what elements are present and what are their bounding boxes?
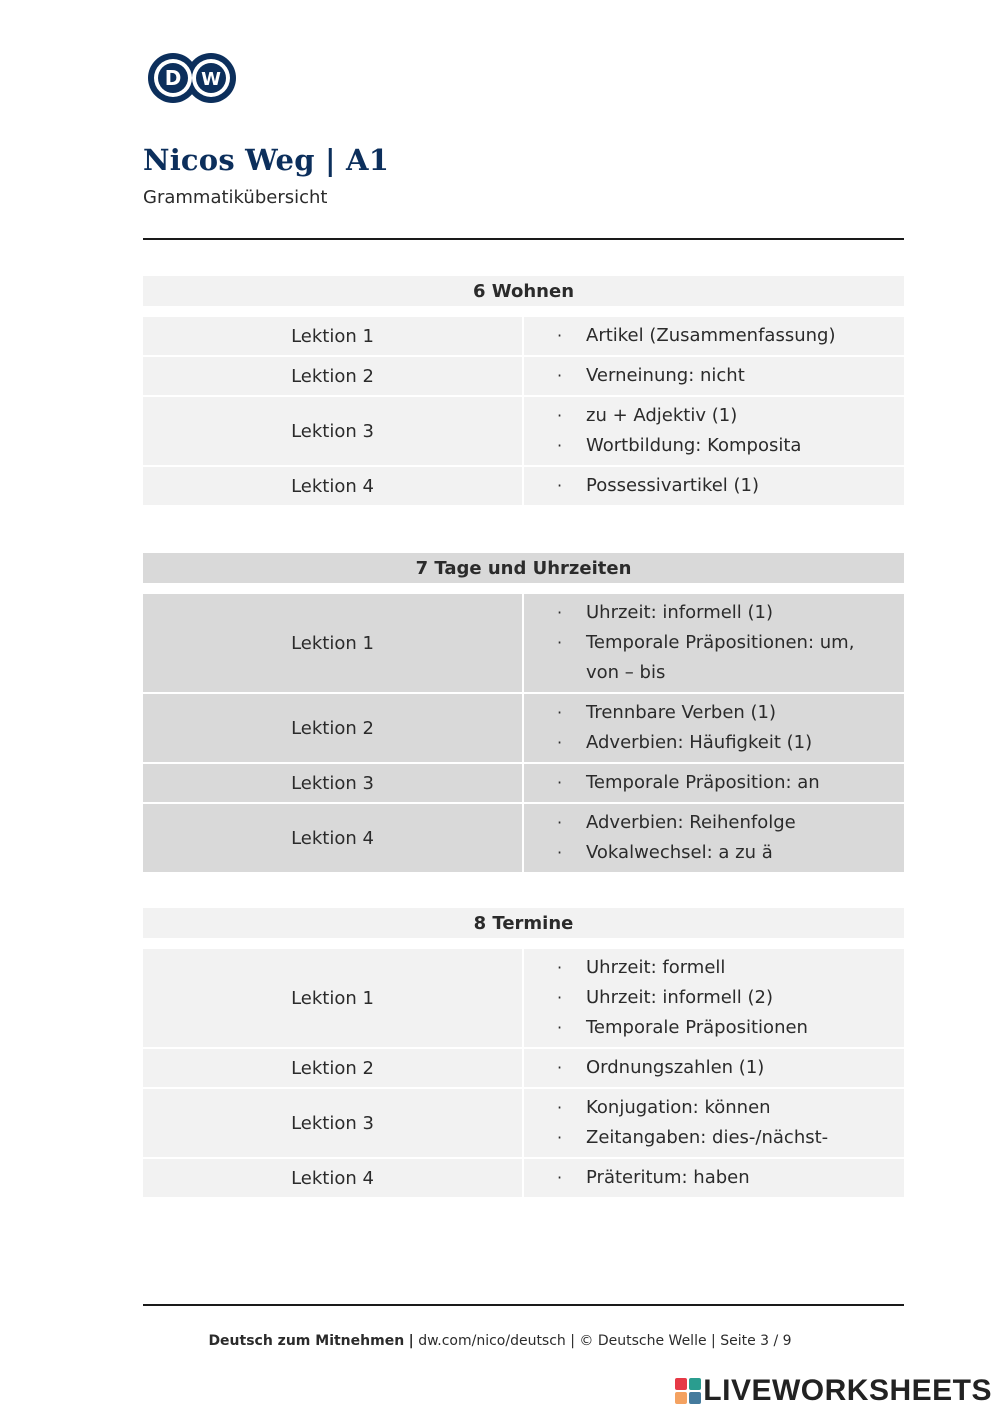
lesson-label: Lektion 3 <box>143 1089 524 1157</box>
lesson-label: Lektion 4 <box>143 804 524 872</box>
lesson-label: Lektion 1 <box>143 317 524 355</box>
grammar-list <box>524 949 904 1047</box>
lesson-label: Lektion 2 <box>143 357 524 395</box>
list-item <box>524 628 904 688</box>
grammar-list <box>524 804 904 872</box>
grammar-topic: zu + Adjektiv (1) <box>586 405 738 426</box>
bullet-icon: · <box>557 406 563 425</box>
list-item <box>524 983 904 1013</box>
lesson-label: Lektion 4 <box>143 467 524 505</box>
list-item <box>524 698 904 728</box>
grammar-list <box>524 764 904 802</box>
list-item <box>524 431 904 461</box>
bullet-icon: · <box>557 476 563 495</box>
bullet-icon: · <box>557 773 563 792</box>
grammar-topic: Ordnungszahlen (1) <box>586 1057 765 1078</box>
table-row <box>143 594 904 694</box>
grammar-list <box>524 397 904 465</box>
list-item <box>524 321 904 351</box>
bullet-icon: · <box>557 813 563 832</box>
bullet-icon: · <box>557 988 563 1007</box>
section-7-tage-und-uhrzeiten <box>143 553 904 872</box>
footer-brand: Deutsch zum Mitnehmen <box>208 1333 405 1349</box>
lesson-label: Lektion 1 <box>143 594 524 692</box>
grammar-topic: Possessivartikel (1) <box>586 475 760 496</box>
liveworksheets-watermark <box>675 1374 992 1408</box>
bullet-icon: · <box>557 1058 563 1077</box>
document-title: Nicos Weg | A1 <box>143 143 390 177</box>
list-item <box>524 728 904 758</box>
section-heading: 7 Tage und Uhrzeiten <box>143 553 904 583</box>
grammar-topic: Artikel (Zusammenfassung) <box>586 325 836 346</box>
table-row <box>143 804 904 872</box>
grammar-list <box>524 357 904 395</box>
table-row <box>143 467 904 505</box>
list-item <box>524 1163 904 1193</box>
grammar-topic: Zeitangaben: dies-/nächst- <box>586 1127 829 1148</box>
svg-text:D: D <box>164 66 182 90</box>
grammar-topic: Uhrzeit: informell (1) <box>586 602 774 623</box>
grammar-topic: Temporale Präpositionen <box>586 1017 808 1038</box>
table-row <box>143 949 904 1049</box>
bullet-icon: · <box>557 1128 563 1147</box>
grammar-list <box>524 1159 904 1197</box>
list-item <box>524 1093 904 1123</box>
grammar-list <box>524 1089 904 1157</box>
lesson-label: Lektion 2 <box>143 694 524 762</box>
grammar-list <box>524 1049 904 1087</box>
logo-square <box>675 1392 687 1404</box>
list-item <box>524 838 904 868</box>
bullet-icon: · <box>557 633 563 652</box>
grammar-topic: Temporale Präposition: an <box>586 772 820 793</box>
page-footer <box>0 1333 1000 1349</box>
bullet-icon: · <box>557 733 563 752</box>
lesson-table <box>143 949 904 1197</box>
lesson-label: Lektion 1 <box>143 949 524 1047</box>
lesson-label: Lektion 4 <box>143 1159 524 1197</box>
list-item <box>524 471 904 501</box>
list-item <box>524 1123 904 1153</box>
lesson-label: Lektion 3 <box>143 397 524 465</box>
grammar-list <box>524 594 904 692</box>
table-row <box>143 1049 904 1089</box>
section-heading: 8 Termine <box>143 908 904 938</box>
bullet-icon: · <box>557 703 563 722</box>
logo-square <box>689 1378 701 1390</box>
list-item <box>524 808 904 838</box>
table-row <box>143 357 904 397</box>
lesson-label: Lektion 3 <box>143 764 524 802</box>
lesson-table <box>143 317 904 505</box>
footer-separator: | <box>408 1333 414 1349</box>
grammar-topic: Verneinung: nicht <box>586 365 745 386</box>
footer-info: dw.com/nico/deutsch | © Deutsche Welle | Seite 3 / 9 <box>418 1333 792 1349</box>
grammar-topic: Adverbien: Häufigkeit (1) <box>586 732 813 753</box>
grammar-topic: Wortbildung: Komposita <box>586 435 802 456</box>
list-item <box>524 1053 904 1083</box>
table-row <box>143 694 904 764</box>
svg-text:W: W <box>201 69 221 90</box>
table-row <box>143 397 904 467</box>
bullet-icon: · <box>557 958 563 977</box>
grammar-topic: Vokalwechsel: a zu ä <box>586 842 773 863</box>
list-item <box>524 768 904 798</box>
grammar-topic: Trennbare Verben (1) <box>586 702 777 723</box>
header-divider <box>143 238 904 240</box>
grammar-topic: Präteritum: haben <box>586 1167 750 1188</box>
bullet-icon: · <box>557 1098 563 1117</box>
lesson-table <box>143 594 904 872</box>
watermark-text: LIVEWORKSHEETS <box>703 1374 992 1407</box>
table-row <box>143 317 904 357</box>
bullet-icon: · <box>557 1168 563 1187</box>
lesson-label: Lektion 2 <box>143 1049 524 1087</box>
list-item <box>524 1013 904 1043</box>
grammar-topic: Uhrzeit: formell <box>586 957 726 978</box>
table-row <box>143 1089 904 1159</box>
list-item <box>524 953 904 983</box>
section-8-termine <box>143 908 904 1197</box>
bullet-icon: · <box>557 843 563 862</box>
footer-divider <box>143 1304 904 1306</box>
bullet-icon: · <box>557 603 563 622</box>
bullet-icon: · <box>557 436 563 455</box>
grammar-topic: Temporale Präpositionen: um, von – bis <box>586 632 855 683</box>
liveworksheets-icon <box>675 1378 701 1404</box>
grammar-list <box>524 694 904 762</box>
grammar-topic: Uhrzeit: informell (2) <box>586 987 774 1008</box>
dw-logo <box>146 51 238 105</box>
section-heading: 6 Wohnen <box>143 276 904 306</box>
bullet-icon: · <box>557 1018 563 1037</box>
table-row <box>143 1159 904 1197</box>
grammar-list <box>524 467 904 505</box>
logo-square <box>689 1392 701 1404</box>
grammar-topic: Konjugation: können <box>586 1097 771 1118</box>
list-item <box>524 401 904 431</box>
grammar-list <box>524 317 904 355</box>
bullet-icon: · <box>557 366 563 385</box>
section-6-wohnen <box>143 276 904 505</box>
document-subtitle: Grammatikübersicht <box>143 187 328 208</box>
logo-square <box>675 1378 687 1390</box>
list-item <box>524 361 904 391</box>
bullet-icon: · <box>557 326 563 345</box>
list-item <box>524 598 904 628</box>
grammar-topic: Adverbien: Reihenfolge <box>586 812 796 833</box>
table-row <box>143 764 904 804</box>
